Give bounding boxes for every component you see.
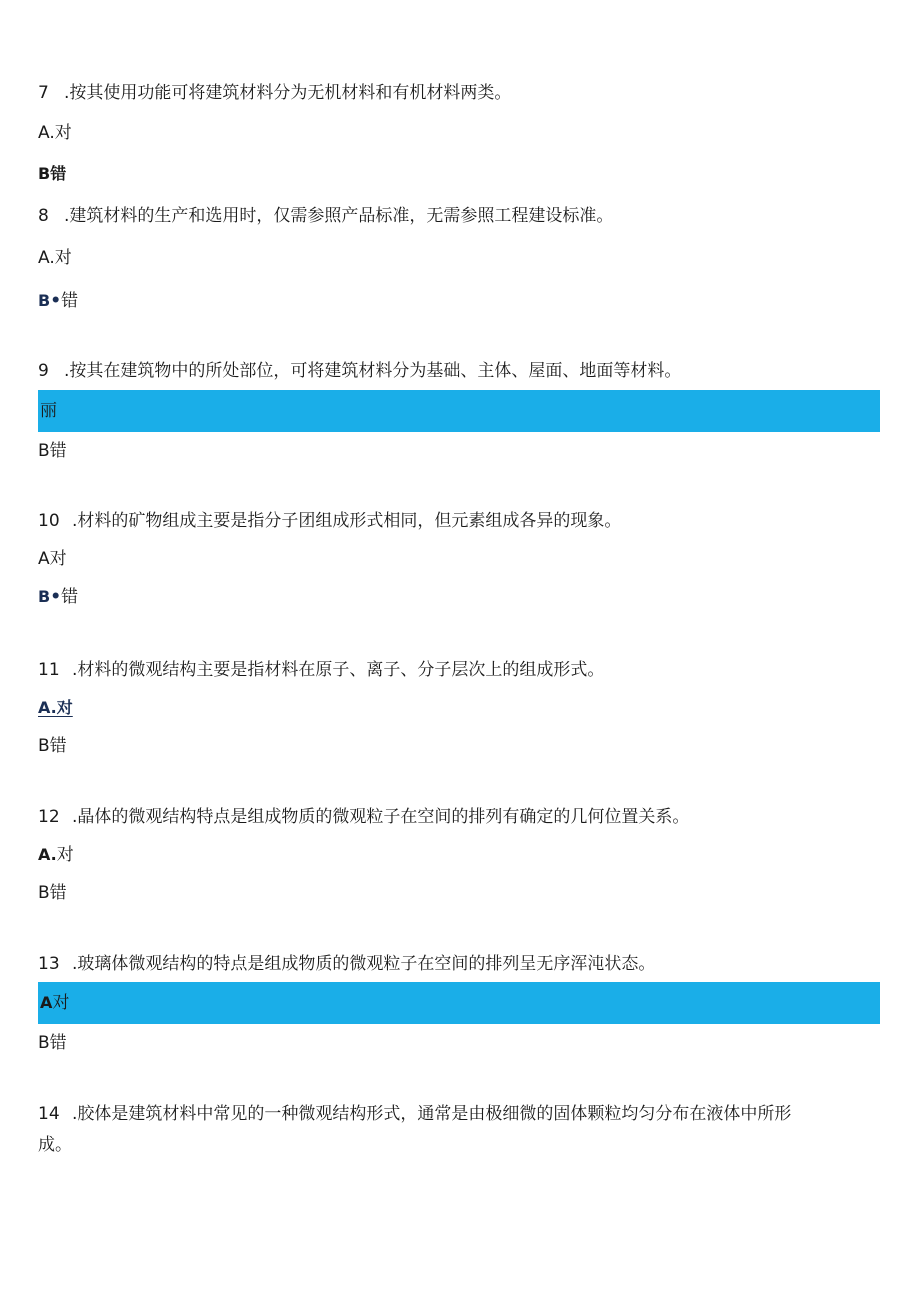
option-b-word: 错 [61,291,79,311]
question-11 [38,658,604,682]
option-a-word: 对 [52,993,70,1013]
option-b-dot: • [50,587,62,607]
highlighted-answer [38,390,880,432]
highlighted-answer [38,982,880,1024]
option-a-letter: A. [38,845,57,864]
question-text: .晶体的微观结构特点是组成物质的微观粒子在空间的排列有确定的几何位置关系。 [72,807,690,827]
question-number: 7 [38,83,49,103]
option-b-dot: • [50,291,62,311]
question-text: .材料的矿物组成主要是指分子团组成形式相同，但元素组成各异的现象。 [72,511,622,531]
option-b-text: B错 [38,441,67,461]
option-b [38,439,67,463]
option-b-word: 错 [61,587,79,607]
option-b-text: B错 [38,1033,67,1053]
option-a-text: A.对 [38,123,72,143]
option-b-text: B错 [38,164,67,183]
option-b [38,1031,67,1055]
option-a-text: A.对 [38,248,72,268]
option-a-word: 对 [56,845,74,865]
question-text: .胶体是建筑材料中常见的一种微观结构形式，通常是由极细微的固体颗粒均匀分布在液体中所形 [72,1104,792,1124]
option-b-letter: B [38,291,51,310]
option-a [38,246,72,270]
option-b [38,289,78,313]
option-b [38,881,67,905]
option-a-text: 丽 [40,401,57,421]
question-text: .建筑材料的生产和选用时，仅需参照产品标准，无需参照工程建设标准。 [64,206,614,226]
question-number: 14 [38,1104,60,1124]
option-b-letter: B [38,587,51,606]
question-number: 9 [38,361,49,381]
question-text: .玻璃体微观结构的特点是组成物质的微观粒子在空间的排列呈无序浑沌状态。 [72,954,656,974]
question-8 [38,204,613,228]
question-9 [38,359,681,383]
option-b [38,585,78,609]
question-number: 8 [38,206,49,226]
option-a [38,121,72,145]
question-number: 12 [38,807,60,827]
option-a-text: A.对 [38,698,73,717]
option-a [38,696,73,720]
option-a [38,547,67,571]
question-7 [38,81,511,105]
option-a-text: A对 [38,549,67,569]
option-b-text: B错 [38,736,67,756]
option-b-text: B错 [38,883,67,903]
question-number: 11 [38,660,60,680]
question-number: 10 [38,511,60,531]
option-a [40,399,57,423]
option-a [38,843,74,867]
question-text: .材料的微观结构主要是指材料在原子、离子、分子层次上的组成形式。 [72,660,605,680]
option-b [38,734,67,758]
question-10 [38,509,621,533]
question-number: 13 [38,954,60,974]
question-text-continued: 成。 [38,1135,72,1155]
question-text: .按其在建筑物中的所处部位，可将建筑材料分为基础、主体、屋面、地面等材料。 [64,361,682,381]
question-text: .按其使用功能可将建筑材料分为无机材料和有机材料两类。 [64,83,512,103]
question-14 [38,1099,880,1161]
option-b [38,162,66,186]
question-12 [38,805,689,829]
question-13 [38,952,655,976]
option-a [40,991,69,1015]
option-a-letter: A [40,993,53,1012]
